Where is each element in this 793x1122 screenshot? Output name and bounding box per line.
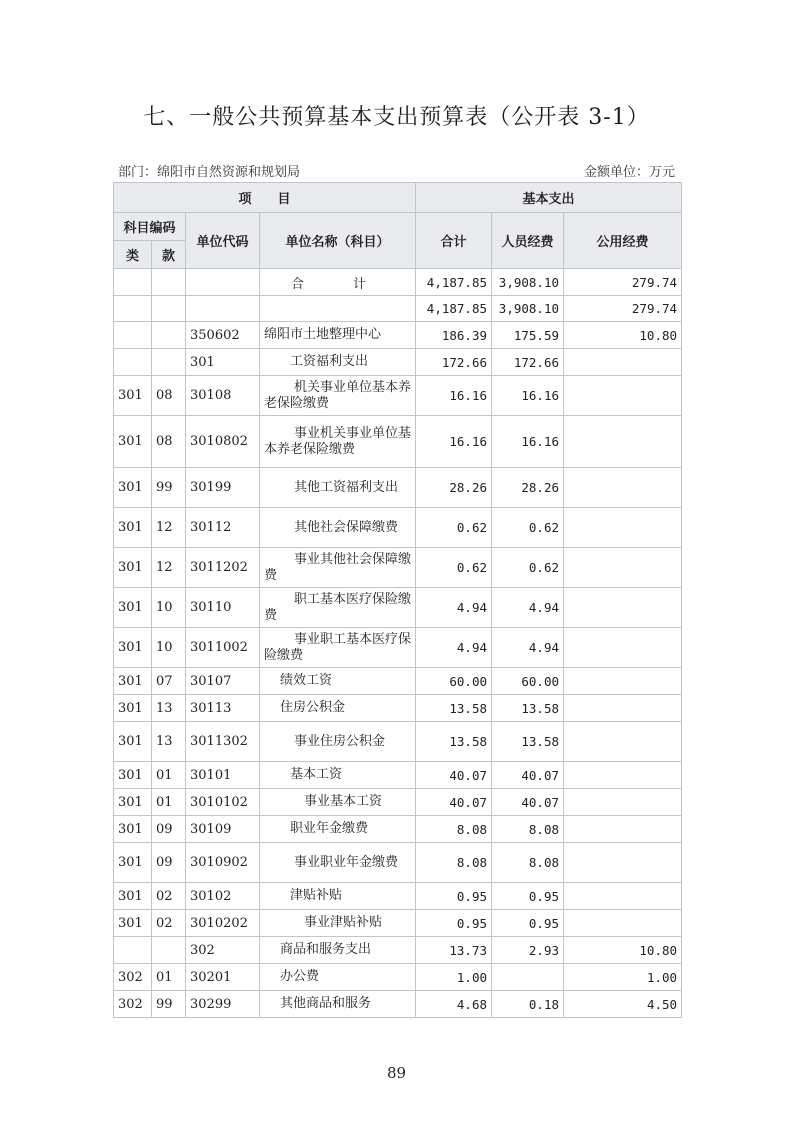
cell-public	[564, 843, 682, 883]
cell-personnel	[492, 964, 564, 991]
cell-unit-name: 职工基本医疗保险缴费	[260, 588, 416, 628]
cell-total: 0.95	[416, 883, 492, 910]
cell-kuan: 99	[152, 991, 186, 1018]
cell-kuan: 01	[152, 964, 186, 991]
cell-lei: 301	[114, 508, 152, 548]
cell-unit-name: 住房公积金	[260, 695, 416, 722]
cell-personnel: 16.16	[492, 416, 564, 468]
cell-personnel: 4.94	[492, 588, 564, 628]
cell-unit-name: 事业基本工资	[260, 789, 416, 816]
cell-personnel: 16.16	[492, 376, 564, 416]
cell-unit-name: 其他社会保障缴费	[260, 508, 416, 548]
cell-unit-code	[186, 296, 260, 322]
cell-kuan	[152, 296, 186, 322]
cell-unit-code: 302	[186, 937, 260, 964]
header-basic: 基本支出	[416, 183, 682, 213]
cell-personnel: 60.00	[492, 668, 564, 695]
cell-kuan: 02	[152, 883, 186, 910]
table-row	[114, 816, 682, 843]
cell-total: 4.68	[416, 991, 492, 1018]
cell-kuan	[152, 322, 186, 349]
table-row	[114, 376, 682, 416]
cell-kuan: 07	[152, 668, 186, 695]
header-item: 项 目	[114, 183, 416, 213]
cell-kuan: 02	[152, 910, 186, 937]
cell-kuan: 10	[152, 628, 186, 668]
cell-personnel: 8.08	[492, 843, 564, 883]
cell-lei: 301	[114, 789, 152, 816]
cell-lei: 301	[114, 548, 152, 588]
cell-personnel: 0.18	[492, 991, 564, 1018]
cell-unit-name: 事业其他社会保障缴费	[260, 548, 416, 588]
cell-kuan: 12	[152, 508, 186, 548]
cell-lei: 301	[114, 376, 152, 416]
table-row	[114, 789, 682, 816]
table-row	[114, 416, 682, 468]
cell-personnel: 172.66	[492, 349, 564, 376]
cell-unit-name: 商品和服务支出	[260, 937, 416, 964]
table-row	[114, 883, 682, 910]
cell-lei: 301	[114, 668, 152, 695]
header-unit-code: 单位代码	[186, 213, 260, 269]
cell-public: 4.50	[564, 991, 682, 1018]
cell-unit-code: 350602	[186, 322, 260, 349]
cell-lei: 302	[114, 964, 152, 991]
cell-public	[564, 816, 682, 843]
cell-unit-code: 30113	[186, 695, 260, 722]
total-personnel: 3,908.10	[492, 269, 564, 296]
header-lei: 类	[114, 241, 152, 269]
cell-total: 172.66	[416, 349, 492, 376]
cell-lei: 301	[114, 628, 152, 668]
cell-kuan: 01	[152, 762, 186, 789]
cell-public	[564, 910, 682, 937]
cell-public	[564, 416, 682, 468]
cell-total: 0.95	[416, 910, 492, 937]
table-row	[114, 628, 682, 668]
cell-unit-code: 3010902	[186, 843, 260, 883]
cell-total: 1.00	[416, 964, 492, 991]
cell-unit-code: 30299	[186, 991, 260, 1018]
cell-unit-code: 3010102	[186, 789, 260, 816]
table-row	[114, 296, 682, 322]
cell-unit-code: 30199	[186, 468, 260, 508]
cell-unit-code: 30110	[186, 588, 260, 628]
table-row	[114, 468, 682, 508]
budget-table	[113, 182, 682, 1018]
cell-public	[564, 376, 682, 416]
cell-lei: 301	[114, 910, 152, 937]
cell-kuan: 13	[152, 722, 186, 762]
cell-unit-code: 3011202	[186, 548, 260, 588]
table-row	[114, 548, 682, 588]
cell-personnel: 0.95	[492, 910, 564, 937]
header-code: 科目编码	[114, 213, 186, 241]
cell-lei: 301	[114, 722, 152, 762]
cell-personnel: 13.58	[492, 722, 564, 762]
cell-public	[564, 349, 682, 376]
cell-unit-name: 事业职业年金缴费	[260, 843, 416, 883]
cell-personnel: 40.07	[492, 789, 564, 816]
cell-unit-name: 办公费	[260, 964, 416, 991]
cell-total: 28.26	[416, 468, 492, 508]
cell-kuan	[152, 349, 186, 376]
cell-lei	[114, 937, 152, 964]
cell-personnel: 3,908.10	[492, 296, 564, 322]
cell-kuan: 13	[152, 695, 186, 722]
table-row	[114, 722, 682, 762]
cell-kuan	[152, 937, 186, 964]
header-kuan: 款	[152, 241, 186, 269]
cell-personnel: 40.07	[492, 762, 564, 789]
cell-unit-name: 事业津贴补贴	[260, 910, 416, 937]
cell-personnel: 2.93	[492, 937, 564, 964]
cell-public: 10.80	[564, 937, 682, 964]
cell-total: 186.39	[416, 322, 492, 349]
table-row	[114, 508, 682, 548]
cell-public	[564, 695, 682, 722]
page-title: 七、一般公共预算基本支出预算表（公开表 3-1）	[143, 105, 650, 130]
table-row	[114, 937, 682, 964]
cell-unit-code: 3010802	[186, 416, 260, 468]
cell-unit-code: 301	[186, 349, 260, 376]
cell-public	[564, 588, 682, 628]
cell-kuan: 08	[152, 416, 186, 468]
cell-unit-name: 绩效工资	[260, 668, 416, 695]
cell-public	[564, 883, 682, 910]
cell-kuan: 08	[152, 376, 186, 416]
table-row	[114, 322, 682, 349]
cell-unit-name: 事业机关事业单位基本养老保险缴费	[260, 416, 416, 468]
cell-unit-code: 30101	[186, 762, 260, 789]
table-row	[114, 349, 682, 376]
total-label: 合 计	[260, 269, 416, 296]
table-row	[114, 843, 682, 883]
cell-unit-name: 绵阳市土地整理中心	[260, 322, 416, 349]
cell-total: 4,187.85	[416, 296, 492, 322]
cell-personnel: 0.62	[492, 548, 564, 588]
header-total: 合计	[416, 213, 492, 269]
table-row	[114, 910, 682, 937]
cell-unit-code: 30109	[186, 816, 260, 843]
cell-unit-name: 其他工资福利支出	[260, 468, 416, 508]
cell-total: 8.08	[416, 843, 492, 883]
cell-total: 0.62	[416, 508, 492, 548]
cell-lei: 301	[114, 695, 152, 722]
cell-total: 60.00	[416, 668, 492, 695]
cell-lei	[114, 322, 152, 349]
cell-unit-code: 30107	[186, 668, 260, 695]
cell-unit-name: 其他商品和服务	[260, 991, 416, 1018]
cell-total: 13.58	[416, 695, 492, 722]
cell-total: 13.73	[416, 937, 492, 964]
total-public: 279.74	[564, 269, 682, 296]
cell-lei: 301	[114, 588, 152, 628]
cell-lei: 301	[114, 762, 152, 789]
table-row	[114, 668, 682, 695]
table-body	[114, 269, 682, 1018]
cell-kuan: 09	[152, 843, 186, 883]
cell-total: 4.94	[416, 628, 492, 668]
cell-public	[564, 628, 682, 668]
cell-unit-code: 30108	[186, 376, 260, 416]
table-row	[114, 964, 682, 991]
cell-public: 1.00	[564, 964, 682, 991]
cell-lei	[114, 349, 152, 376]
table-row	[114, 695, 682, 722]
cell-personnel: 0.62	[492, 508, 564, 548]
department-label: 部门：绵阳市自然资源和规划局	[118, 165, 301, 180]
unit-label: 金额单位：万元	[583, 165, 675, 180]
cell-unit-code: 3011302	[186, 722, 260, 762]
total-sum: 4,187.85	[416, 269, 492, 296]
cell-lei: 301	[114, 416, 152, 468]
header-unit-name: 单位名称（科目）	[260, 213, 416, 269]
cell-unit-code: 30112	[186, 508, 260, 548]
cell-public	[564, 789, 682, 816]
cell-unit-code: 3011002	[186, 628, 260, 668]
cell-total: 8.08	[416, 816, 492, 843]
cell-unit-name: 津贴补贴	[260, 883, 416, 910]
cell-unit-name: 职业年金缴费	[260, 816, 416, 843]
table-row	[114, 991, 682, 1018]
cell-total: 16.16	[416, 416, 492, 468]
cell-total: 4.94	[416, 588, 492, 628]
cell-unit-name	[260, 296, 416, 322]
cell-kuan: 99	[152, 468, 186, 508]
cell-public	[564, 508, 682, 548]
cell-personnel: 175.59	[492, 322, 564, 349]
cell-lei: 301	[114, 843, 152, 883]
cell-lei: 301	[114, 468, 152, 508]
cell-unit-name: 事业职工基本医疗保险缴费	[260, 628, 416, 668]
cell-lei: 302	[114, 991, 152, 1018]
total-row	[114, 269, 682, 296]
cell-unit-name: 工资福利支出	[260, 349, 416, 376]
cell-unit-name: 机关事业单位基本养老保险缴费	[260, 376, 416, 416]
cell-personnel: 13.58	[492, 695, 564, 722]
cell-personnel: 0.95	[492, 883, 564, 910]
cell-public	[564, 548, 682, 588]
cell-total: 0.62	[416, 548, 492, 588]
cell-public	[564, 722, 682, 762]
table-row	[114, 588, 682, 628]
cell-total: 40.07	[416, 789, 492, 816]
table-header	[114, 183, 682, 269]
cell-kuan: 09	[152, 816, 186, 843]
cell-total: 13.58	[416, 722, 492, 762]
cell-personnel: 8.08	[492, 816, 564, 843]
cell-total: 16.16	[416, 376, 492, 416]
cell-lei: 301	[114, 883, 152, 910]
cell-personnel: 4.94	[492, 628, 564, 668]
cell-lei	[114, 296, 152, 322]
cell-unit-code: 30102	[186, 883, 260, 910]
cell-personnel: 28.26	[492, 468, 564, 508]
page-number: 89	[386, 1064, 407, 1082]
header-personnel: 人员经费	[492, 213, 564, 269]
cell-unit-name: 基本工资	[260, 762, 416, 789]
cell-public	[564, 468, 682, 508]
cell-unit-code: 3010202	[186, 910, 260, 937]
table-row	[114, 762, 682, 789]
cell-kuan: 10	[152, 588, 186, 628]
cell-public: 279.74	[564, 296, 682, 322]
cell-unit-code: 30201	[186, 964, 260, 991]
cell-public: 10.80	[564, 322, 682, 349]
cell-total: 40.07	[416, 762, 492, 789]
cell-public	[564, 668, 682, 695]
cell-public	[564, 762, 682, 789]
cell-kuan: 01	[152, 789, 186, 816]
cell-unit-name: 事业住房公积金	[260, 722, 416, 762]
header-public: 公用经费	[564, 213, 682, 269]
cell-lei: 301	[114, 816, 152, 843]
cell-kuan: 12	[152, 548, 186, 588]
